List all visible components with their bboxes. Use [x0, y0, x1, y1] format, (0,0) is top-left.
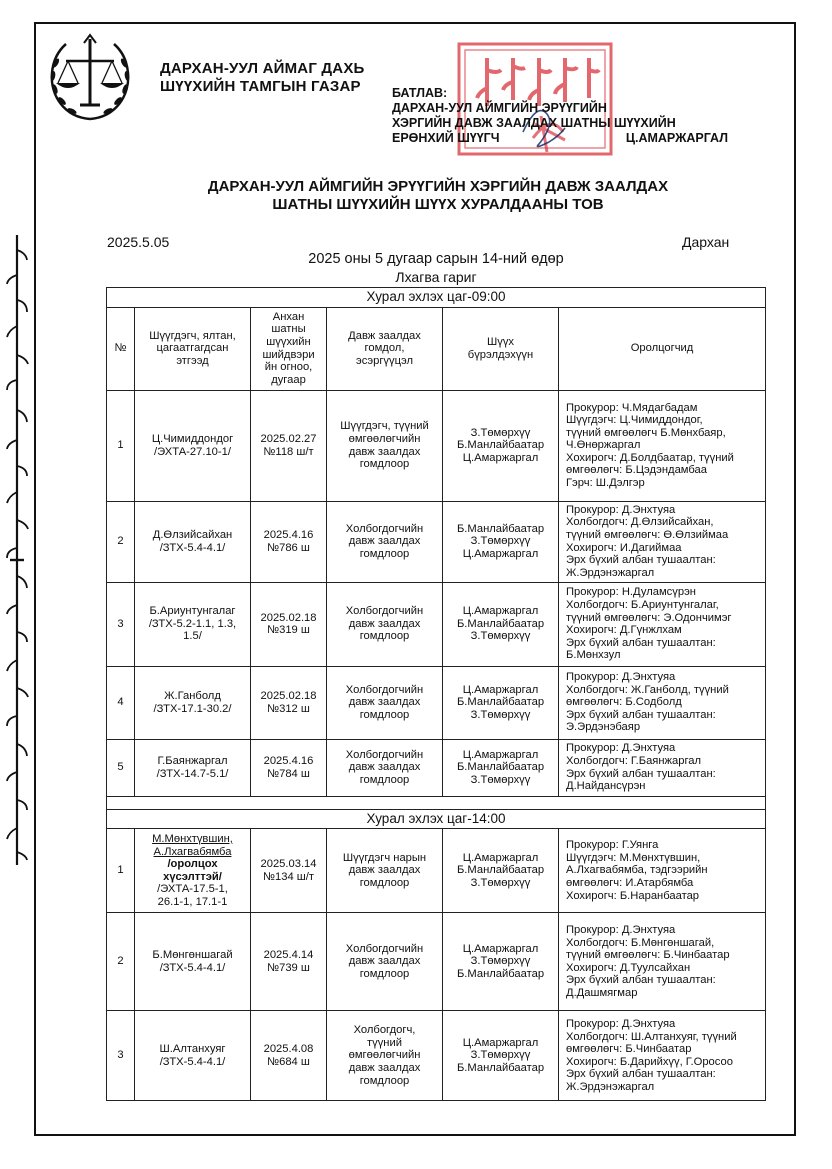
hearing-schedule-table	[106, 287, 766, 1101]
panel-line: З.Төмөрхүү	[470, 955, 531, 968]
panel-line: Б.Манлайбаатар	[456, 1061, 545, 1074]
appeal-line: өмгөөлөгчийн	[348, 1049, 421, 1062]
participant-line: өмгөөлөгч: Б.Цэдэндамбаа	[566, 464, 707, 477]
approval-label: БАТЛАВ:	[392, 86, 448, 100]
header-line: гомдол,	[364, 342, 405, 355]
appeal-cell	[327, 829, 443, 913]
header-line: бүрэлдэхүүн	[467, 348, 534, 361]
header-panel	[443, 307, 559, 390]
appeal-line: давж заалдах	[348, 1061, 421, 1074]
decision-line: 2025.02.27	[260, 433, 317, 445]
participant-line: Ж.Эрдэнэжаргал	[566, 1080, 655, 1093]
defendant-line: 1.5/	[183, 630, 202, 643]
participant-line: Прокурор: Н.Дуламсүрэн	[566, 586, 696, 599]
case-number: 3	[107, 582, 135, 666]
session-spacer	[107, 796, 766, 809]
panel-line: З.Төмөрхүү	[470, 630, 531, 643]
header-line: Анхан	[272, 310, 305, 323]
table-row	[107, 1011, 766, 1101]
participant-line: Б.Мөнхзул	[566, 649, 621, 662]
decision-line: 2025.03.14	[260, 858, 317, 871]
participant-line: Холбогдогч: Б.Мөнгөншагай,	[566, 936, 715, 949]
panel-line: З.Төмөрхүү	[470, 426, 531, 439]
case-number: 4	[107, 666, 135, 739]
document-title	[100, 178, 776, 214]
decision-line: №739 ш	[267, 961, 310, 974]
decision-cell	[251, 666, 327, 739]
session-time-label: Хурал эхлэх цаг-14:00	[107, 809, 766, 829]
panel-cell	[443, 829, 559, 913]
participants-cell	[559, 829, 766, 913]
participant-line: Ч.Өнөржаргал	[566, 439, 641, 452]
appeal-line: түүний	[367, 1036, 402, 1049]
appeal-cell	[327, 582, 443, 666]
header-defendant	[135, 307, 251, 390]
decision-line: №134 ш/т	[263, 870, 314, 883]
participant-line: Хохирогч: Д.Болдбаатар, түүний	[566, 451, 734, 464]
panel-line: З.Төмөрхүү	[470, 535, 531, 548]
appeal-line: Холбогдогчийн	[345, 522, 424, 535]
participant-line: Холбогдогч: Д.Өлзийсайхан,	[566, 516, 714, 529]
header-line: эсэргүүцэл	[355, 354, 414, 367]
decision-line: 2025.4.08	[263, 1043, 314, 1056]
defendant-line: Ш.Алтанхуяг	[159, 1043, 226, 1056]
participant-line: Эрх бүхий албан тушаалтан:	[566, 767, 716, 780]
header-line: Шүүх	[486, 336, 515, 348]
table-row	[107, 829, 766, 913]
appeal-line: гомдлоор	[359, 630, 410, 643]
appeal-cell	[327, 501, 443, 582]
participants-cell	[559, 666, 766, 739]
participant-line: Хохирогч: И.Дагиймаа	[566, 541, 682, 554]
participant-line: Хохирогч: Б.Наранбаатар	[566, 889, 700, 902]
appeal-line: давж заалдах	[348, 535, 421, 548]
table-row	[107, 913, 766, 1011]
participants-cell	[559, 1011, 766, 1101]
defendant-cell	[135, 739, 251, 796]
participant-line: Эрх бүхий албан тушаалтан:	[566, 708, 716, 721]
decision-cell	[251, 1011, 327, 1101]
appeal-line: Шүүгдэгч, түүний	[340, 420, 429, 433]
decision-line: 2025.02.18	[260, 611, 317, 624]
defendant-line: /ЗТХ-14.7-5.1/	[156, 767, 229, 780]
defendant-line: хүсэлттэй/	[163, 870, 222, 883]
defendant-line: Б.Ариунтунгалаг	[149, 605, 236, 618]
header-line: Давж заалдах	[348, 329, 421, 342]
participant-line: Эрх бүхий албан тушаалтан:	[566, 974, 716, 987]
participant-line: өмгөөлөгч: Б.Чинбаатар	[566, 1043, 692, 1056]
appeal-line: давж заалдах	[348, 955, 421, 968]
session-time-row	[107, 809, 766, 829]
defendant-line: /ЗТХ-17.1-30.2/	[153, 702, 232, 715]
decision-cell	[251, 739, 327, 796]
defendant-line: /оролцох	[167, 858, 218, 871]
appeal-line: гомдлоор	[359, 547, 410, 560]
case-number: 3	[107, 1011, 135, 1101]
appeal-line: Шүүгдэгч нарын	[342, 851, 427, 864]
participant-line: Хохирогч: Б.Дарийхүү, Г.Оросоо	[566, 1055, 733, 1068]
participant-line: Холбогдогч: Г.Баянжаргал	[566, 755, 702, 767]
participant-line: Прокурор: Д.Энхтуяа	[566, 671, 676, 684]
participants-cell	[559, 739, 766, 796]
case-number: 2	[107, 501, 135, 582]
panel-line: Б.Манлайбаатар	[456, 522, 545, 535]
appeal-line: Холбогдогчийн	[345, 748, 424, 761]
participant-line: Прокурор: Г.Уянга	[566, 839, 659, 852]
panel-cell	[443, 582, 559, 666]
org-line-1: ДАРХАН-УУЛ АЙМАГ ДАХЬ	[160, 60, 365, 77]
appeal-line: өмгөөлөгчийн	[348, 433, 421, 445]
decision-cell	[251, 501, 327, 582]
session-spacer-cell	[107, 796, 766, 809]
appeal-cell	[327, 390, 443, 501]
header-line: дугаар	[271, 373, 306, 386]
defendant-line: М.Мөнхтүвшин,	[152, 832, 233, 845]
panel-line: Ц.Амаржаргал	[462, 748, 539, 761]
decision-line: 2025.4.16	[263, 529, 314, 541]
panel-line: Ц.Амаржаргал	[462, 942, 539, 955]
case-number: 1	[107, 829, 135, 913]
appeal-line: гомдлоор	[359, 876, 410, 889]
participant-line: Эрх бүхий албан тушаалтан:	[566, 554, 716, 567]
participant-line: Эрх бүхий албан тушаалтан:	[566, 1068, 716, 1081]
participant-line: Хохирогч: Д.Гүнжлхам	[566, 624, 682, 637]
approval-block	[392, 86, 728, 146]
participant-line: Прокурор: Д.Энхтуяа	[566, 1017, 676, 1030]
decision-cell	[251, 582, 327, 666]
panel-line: З.Төмөрхүү	[470, 708, 531, 721]
title-line-1: ДАРХАН-УУЛ АЙМГИЙН ЭРҮҮГИЙН ХЭРГИЙН ДАВЖ ЗААЛДАХ	[207, 178, 669, 195]
decision-line: №319 ш	[267, 624, 310, 637]
participant-line: Ж.Эрдэнэжаргал	[566, 566, 655, 579]
organization-name	[160, 60, 365, 96]
defendant-line: Ц.Чимиддондог	[151, 433, 234, 445]
appeal-line: давж заалдах	[348, 617, 421, 630]
panel-cell	[443, 739, 559, 796]
defendant-line: /ЗТХ-5.4-4.1/	[159, 541, 226, 554]
panel-cell	[443, 913, 559, 1011]
participant-line: Шүүгдэгч: М.Мөнхтүвшин,	[566, 851, 701, 864]
header-line: шатны	[271, 323, 306, 336]
participant-line: Холбогдогч: Ш.Алтанхуяг, түүний	[566, 1030, 737, 1043]
header-line: Шүүгдэгч, ялтан,	[149, 329, 236, 342]
appeal-line: гомдлоор	[359, 708, 410, 721]
table-row	[107, 501, 766, 582]
participant-line: түүний өмгөөлөгч Б.Мөнхбаяр,	[566, 426, 726, 439]
case-number: 1	[107, 390, 135, 501]
appeal-line: давж заалдах	[348, 761, 421, 774]
participant-line: Шүүгдэгч: Ц.Чимиддондог,	[566, 414, 703, 427]
appeal-cell	[327, 913, 443, 1011]
defendant-cell	[135, 666, 251, 739]
panel-cell	[443, 501, 559, 582]
decision-line: №784 ш	[267, 767, 310, 780]
appeal-line: Холбогдогчийн	[345, 683, 424, 696]
document-city: Дархан	[682, 234, 730, 250]
defendant-line: /ЗТХ-5.2-1.1, 1.3,	[148, 617, 237, 630]
panel-line: Ц.Амаржаргал	[462, 451, 539, 464]
decision-line: №786 ш	[267, 541, 310, 554]
decision-line: 2025.02.18	[260, 690, 317, 702]
table-header-row	[107, 307, 766, 390]
panel-line: Б.Манлайбаатар	[456, 761, 545, 774]
approval-line-2: ХЭРГИЙН ДАВЖ ЗААЛДАХ ШАТНЫ ШҮҮХИЙН	[392, 116, 676, 130]
defendant-cell	[135, 390, 251, 501]
participant-line: түүний өмгөөлөгч: Б.Чинбаатар	[566, 949, 730, 962]
panel-line: Б.Манлайбаатар	[456, 967, 545, 980]
approval-name: Ц.АМАРЖАРГАЛ	[625, 131, 728, 145]
appeal-cell	[327, 739, 443, 796]
defendant-line: /ЭХТА-17.5-1,	[157, 883, 228, 896]
hearing-date: 2025 оны 5 дугаар сарын 14-ний өдөр	[308, 251, 564, 267]
approval-signature-row	[392, 131, 728, 146]
decision-line: 2025.4.14	[263, 949, 314, 962]
panel-line: З.Төмөрхүү	[470, 773, 531, 786]
header-line: шүүхийн	[266, 336, 311, 348]
table-row	[107, 390, 766, 501]
hearing-weekday: Лхагва гариг	[395, 269, 477, 285]
appeal-line: гомдлоор	[359, 458, 410, 471]
defendant-line: /ЗТХ-5.4-4.1/	[159, 961, 226, 974]
participant-line: Э.Эрдэнэбаяр	[566, 721, 641, 734]
appeal-line: Холбогдогчийн	[345, 942, 424, 955]
participant-line: өмгөөлөгч: И.Атарбямба	[566, 876, 694, 889]
participant-line: Д.Найдансүрэн	[566, 780, 646, 793]
panel-line: Ц.Амаржаргал	[462, 605, 539, 618]
defendant-cell	[135, 582, 251, 666]
appeal-cell	[327, 1011, 443, 1101]
header-line: этгээд	[176, 354, 209, 367]
participant-line: Прокурор: Д.Энхтуяа	[566, 503, 676, 516]
header-line: йн огноо,	[264, 361, 313, 374]
appeal-line: гомдлоор	[359, 1074, 410, 1087]
court-emblem-icon	[44, 33, 136, 125]
decision-line: №118 ш/т	[263, 445, 314, 458]
decision-line: 2025.4.16	[263, 755, 314, 767]
mongolian-script-strip	[0, 230, 34, 870]
header-line: цагаатгагдсан	[156, 342, 229, 355]
participant-line: Хохирогч: Д.Туулсайхан	[566, 961, 691, 974]
participants-cell	[559, 582, 766, 666]
defendant-cell	[135, 501, 251, 582]
case-number: 2	[107, 913, 135, 1011]
panel-line: Ц.Амаржаргал	[462, 851, 539, 864]
appeal-line: давж заалдах	[348, 696, 421, 709]
panel-cell	[443, 1011, 559, 1101]
appeal-cell	[327, 666, 443, 739]
participant-line: Прокурор: Д.Энхтуяа	[566, 923, 676, 936]
participant-line: А.Лхагвабямба, тэдгээрийн	[566, 864, 708, 877]
panel-line: Ц.Амаржаргал	[462, 683, 539, 696]
defendant-cell	[135, 1011, 251, 1101]
defendant-line: Б.Мөнгөншагай	[152, 949, 233, 962]
participant-line: түүний өмгөөлөгч: Э.Одончимэг	[566, 611, 732, 624]
header-num: №	[107, 307, 135, 390]
decision-cell	[251, 829, 327, 913]
defendant-line: /ЭХТА-27.10-1/	[154, 445, 231, 458]
panel-cell	[443, 666, 559, 739]
header-first-instance	[251, 307, 327, 390]
panel-line: З.Төмөрхүү	[470, 1049, 531, 1062]
participant-line: Прокурор: Д.Энхтуяа	[566, 742, 676, 755]
participant-line: Холбогдогч: Ж.Ганболд, түүний	[566, 683, 729, 696]
participant-line: өмгөөлөгч: Б.Содболд	[566, 696, 682, 709]
participant-line: Гэрч: Ш.Дэлгэр	[566, 477, 645, 490]
header-appeal	[327, 307, 443, 390]
defendant-line: Ж.Ганболд	[164, 690, 221, 702]
document-date: 2025.5.05	[107, 234, 170, 250]
defendant-line: /ЗТХ-5.4-4.1/	[159, 1055, 226, 1068]
participants-cell	[559, 501, 766, 582]
panel-line: Б.Манлайбаатар	[456, 696, 545, 709]
panel-line: З.Төмөрхүү	[470, 876, 531, 889]
participant-line: түүний өмгөөлөгч: Ө.Өлзиймаа	[566, 529, 729, 541]
decision-cell	[251, 913, 327, 1011]
decision-cell	[251, 390, 327, 501]
session-time-row	[107, 288, 766, 308]
participant-line: Д.Дашмягмар	[566, 986, 638, 999]
defendant-line: 26.1-1, 17.1-1	[157, 895, 228, 908]
panel-line: Ц.Амаржаргал	[462, 547, 539, 560]
panel-line: Б.Манлайбаатар	[456, 617, 545, 630]
approval-line-1: ДАРХАН-УУЛ АЙМГИЙН ЭРҮҮГИЙН	[392, 101, 607, 115]
participants-cell	[559, 913, 766, 1011]
participant-line: Эрх бүхий албан тушаалтан:	[566, 636, 716, 649]
appeal-line: гомдлоор	[359, 967, 410, 980]
defendant-line: Г.Баянжаргал	[157, 755, 228, 767]
table-row	[107, 739, 766, 796]
defendant-line: А.Лхагвабямба	[153, 845, 232, 858]
table-row	[107, 666, 766, 739]
org-line-2: ШҮҮХИЙН ТАМГЫН ГАЗАР	[160, 78, 361, 95]
panel-cell	[443, 390, 559, 501]
appeal-line: давж заалдах	[348, 864, 421, 877]
participant-line: Прокурор: Ч.Мядагбадам	[566, 401, 698, 414]
defendant-cell	[135, 829, 251, 913]
title-line-2: ШАТНЫ ШҮҮХИЙН ШҮҮХ ХУРАЛДААНЫ ТОВ	[272, 196, 604, 213]
appeal-line: давж заалдах	[348, 445, 421, 458]
participants-cell	[559, 390, 766, 501]
decision-line: №684 ш	[267, 1055, 310, 1068]
header-line: шийдвэри	[262, 348, 315, 361]
decision-line: №312 ш	[267, 702, 310, 715]
approval-role: ЕРӨНХИЙ ШҮҮГЧ	[392, 131, 500, 145]
panel-line: Б.Манлайбаатар	[456, 864, 545, 877]
appeal-line: гомдлоор	[359, 773, 410, 786]
session-time-label: Хурал эхлэх цаг-09:00	[107, 288, 766, 308]
participant-line: Холбогдогч: Б.Ариунтунгалаг,	[566, 598, 719, 611]
defendant-line: Д.Өлзийсайхан	[152, 529, 233, 541]
defendant-cell	[135, 913, 251, 1011]
header-participants: Оролцогчид	[559, 307, 766, 390]
case-number: 5	[107, 739, 135, 796]
panel-line: Ц.Амаржаргал	[462, 1036, 539, 1049]
appeal-line: Холбогдогчийн	[345, 605, 424, 618]
appeal-line: Холбогдогч,	[353, 1024, 416, 1037]
table-row	[107, 582, 766, 666]
panel-line: Б.Манлайбаатар	[456, 439, 545, 452]
